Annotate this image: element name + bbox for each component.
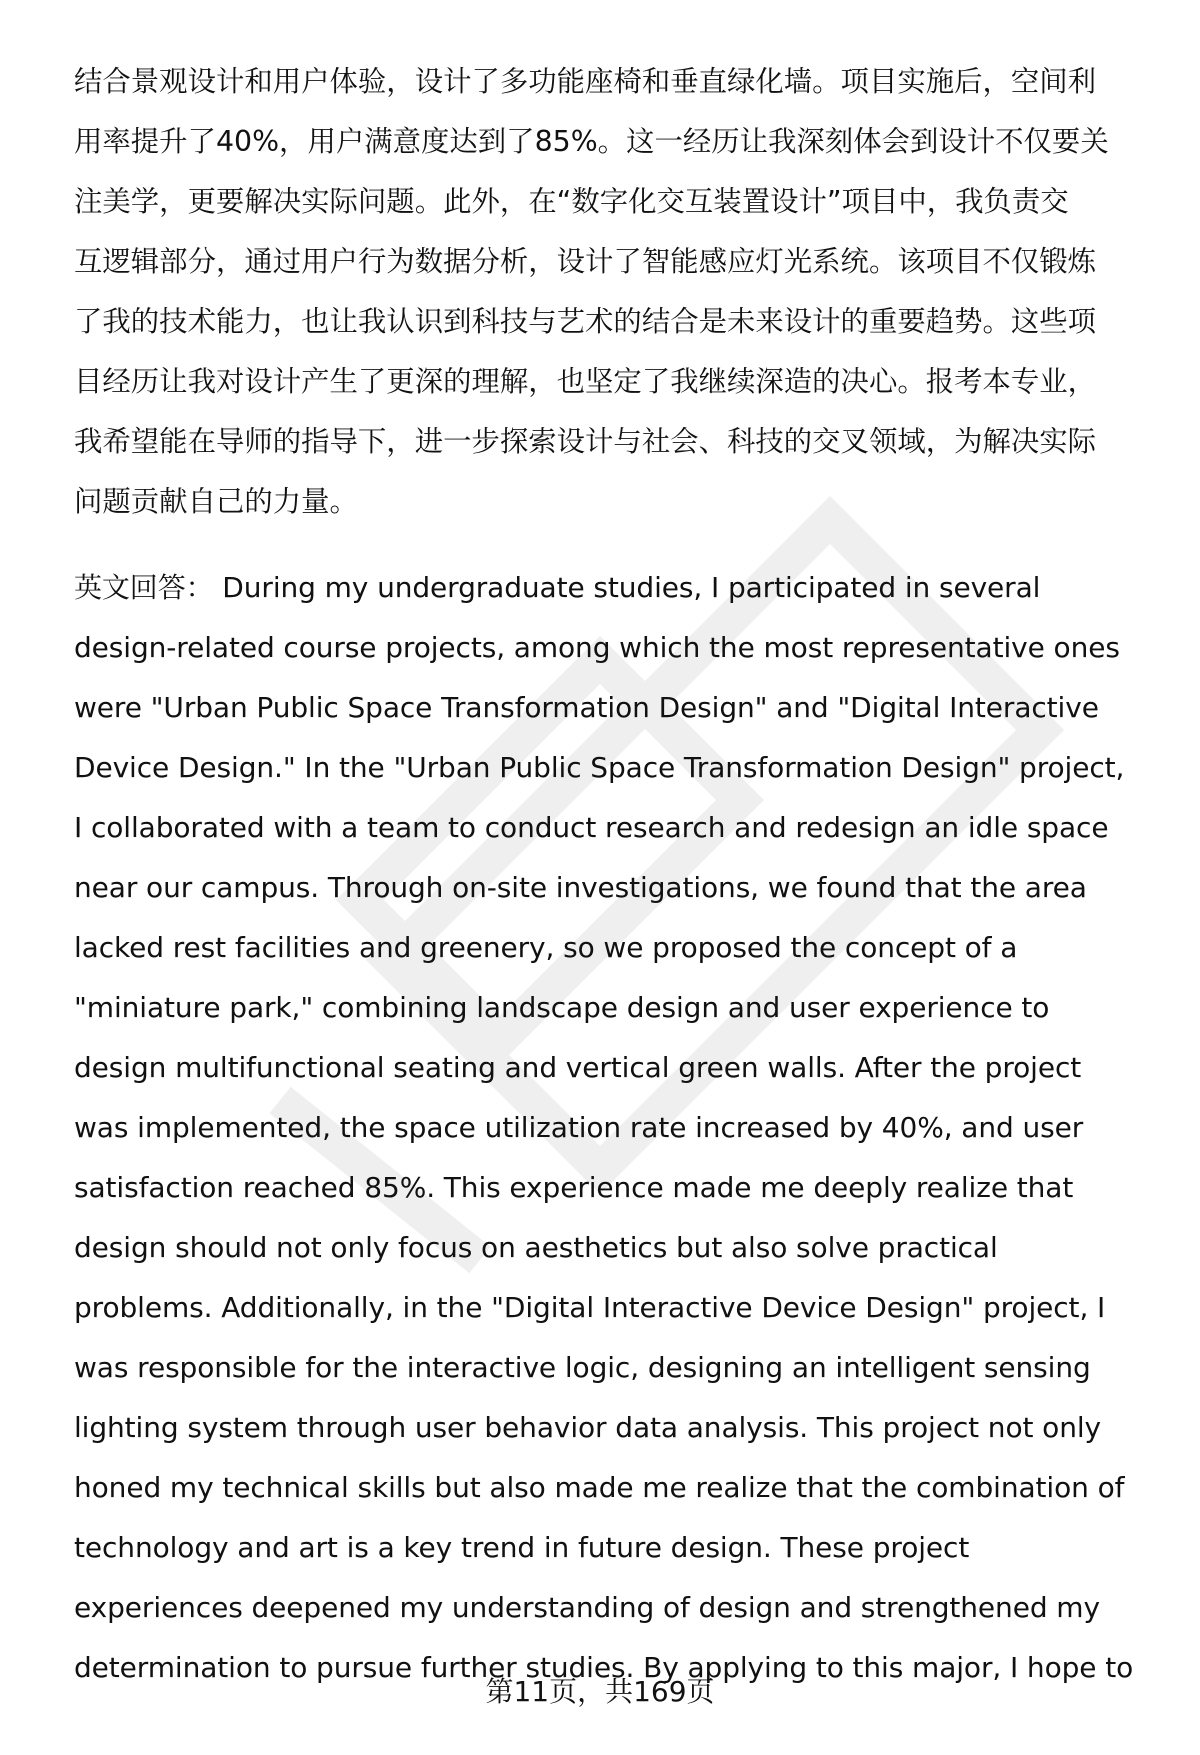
paragraph-line: 我希望能在导师的指导下，进一步探索设计与社会、科技的交叉领域，为解决实际 <box>74 425 1097 458</box>
paragraph-line: 注美学，更要解决实际问题。此外，在“数字化交互装置设计”项目中，我负责交 <box>74 185 1069 218</box>
paragraph-line: design should not only focus on aesthetics but also solve practical <box>74 1231 998 1264</box>
paragraph-line: experiences deepened my understanding of design and strengthened my <box>74 1591 1100 1624</box>
paragraph-line: design multifunctional seating and vertical green walls. After the project <box>74 1051 1082 1084</box>
paragraph-line: satisfaction reached 85%. This experience made me deeply realize that <box>74 1171 1074 1204</box>
paragraph-line: was responsible for the interactive logic, designing an intelligent sensing <box>74 1351 1091 1384</box>
paragraph-line: honed my technical skills but also made me realize that the combination of <box>74 1471 1125 1504</box>
paragraph-line: 了我的技术能力，也让我认识到科技与艺术的结合是未来设计的重要趋势。这些项 <box>74 305 1097 338</box>
paragraph-line: lacked rest facilities and greenery, so we proposed the concept of a <box>74 931 1018 964</box>
paragraph-line: 问题贡献自己的力量。 <box>74 485 358 518</box>
paragraph-line: lighting system through user behavior data analysis. This project not only <box>74 1411 1101 1444</box>
paragraph-line: problems. Additionally, in the "Digital Interactive Device Design" project, I <box>74 1291 1106 1324</box>
paragraph-line: I collaborated with a team to conduct research and redesign an idle space <box>74 811 1109 844</box>
paragraph-line: was implemented, the space utilization rate increased by 40%, and user <box>74 1111 1084 1144</box>
english-answer-paragraph <box>74 558 1154 1698</box>
paragraph-line: 目经历让我对设计产生了更深的理解，也坚定了我继续深造的决心。报考本专业， <box>74 365 1097 398</box>
paragraph-line: 英文回答： During my undergraduate studies, I participated in several <box>74 571 1041 604</box>
paragraph-line: 结合景观设计和用户体验，设计了多功能座椅和垂直绿化墙。项目实施后，空间利 <box>74 65 1097 98</box>
paragraph-line: determination to pursue further studies. By applying to this major, I hope to <box>74 1651 1134 1684</box>
paragraph-line: 互逻辑部分，通过用户行为数据分析，设计了智能感应灯光系统。该项目不仅锻炼 <box>74 245 1097 278</box>
page-number-footer: 第11页，共169页 <box>485 1675 715 1708</box>
paragraph-line: technology and art is a key trend in future design. These project <box>74 1531 970 1564</box>
paragraph-line: design-related course projects, among which the most representative ones <box>74 631 1120 664</box>
paragraph-line: 用率提升了40%，用户满意度达到了85%。这一经历让我深刻体会到设计不仅要关 <box>74 125 1109 158</box>
paragraph-line: were "Urban Public Space Transformation Design" and "Digital Interactive <box>74 691 1099 724</box>
paragraph-line: near our campus. Through on-site investigations, we found that the area <box>74 871 1087 904</box>
paragraph-line: Device Design." In the "Urban Public Space Transformation Design" project, <box>74 751 1125 784</box>
chinese-paragraph <box>74 52 1154 532</box>
paragraph-line: "miniature park," combining landscape design and user experience to <box>74 991 1050 1024</box>
